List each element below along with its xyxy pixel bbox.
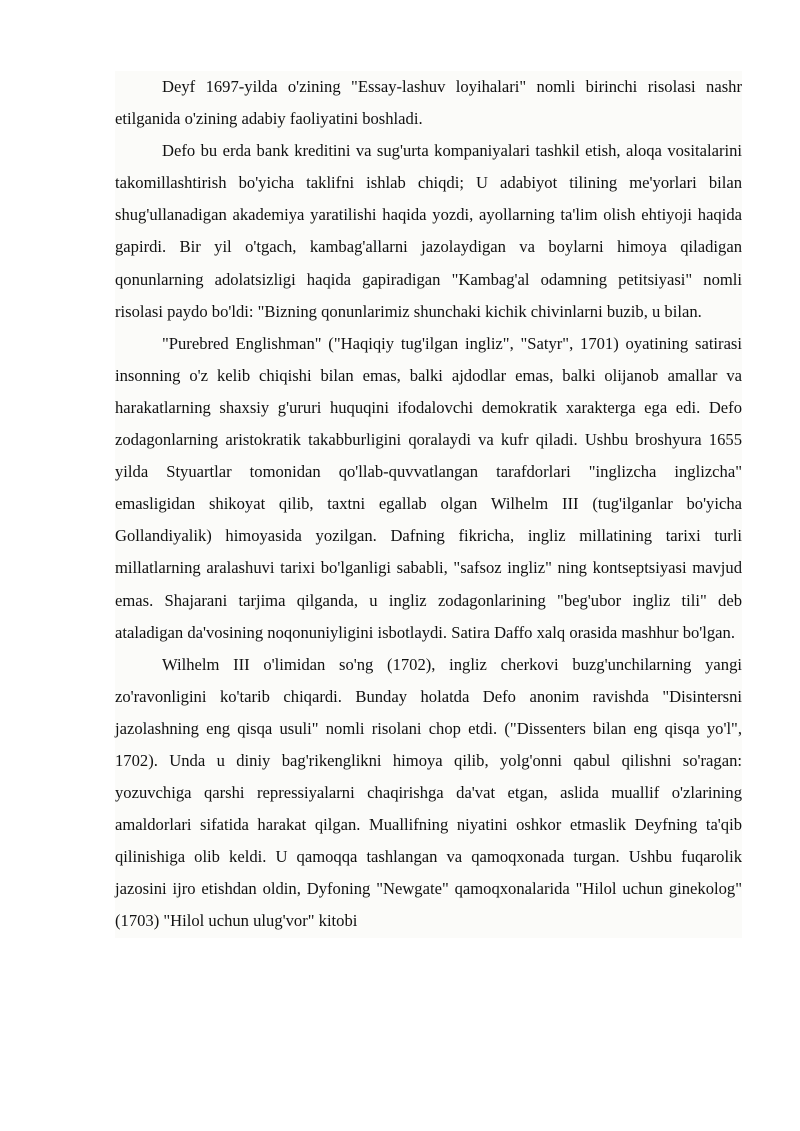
document-body	[115, 71, 742, 938]
paragraph-2: Defo bu erda bank kreditini va sug'urta kompaniyalari tashkil etish, aloqa vositalarini takomillashtirish bo'yicha taklifni ishlab chiqdi; U adabiyot tilining me'yorlari bilan shug'ullanadigan akademiya yaratilishi haqida yozdi, ayollarning ta'lim olish ehtiyoji haqida gapirdi. Bir yil o'tgach, kambag'allarni jazolaydigan va boylarni himoya qiladigan qonunlarning adolatsizligi haqida gapiradigan "Kambag'al odamning petitsiyasi" nomli risolasi paydo bo'ldi: "Bizning qonunlarimiz shunchaki kichik chivinlarni buzib, u bilan.	[115, 141, 742, 321]
paragraph-3: "Purebred Englishman" ("Haqiqiy tug'ilgan ingliz", "Satyr", 1701) oyatining satirasi insonning o'z kelib chiqishi bilan emas, balki ajdodlar emas, balki olijanob amallar va harakatlarning shaxsiy g'ururi huquqini ifodalovchi demokratik xarakterga ega edi. Defo zodagonlarning aristokratik takabburligini qoralaydi va kufr qiladi. Ushbu broshyura 1655 yilda Styuartlar tomonidan qo'llab-quvvatlangan tarafdorlari "inglizcha inglizcha" emasligidan shikoyat qilib, taxtni egallab olgan Wilhelm III (tug'ilganlar bo'yicha Gollandiyalik) himoyasida yozilgan. Dafning fikricha, ingliz millatining tarixi turli millatlarning aralashuvi tarixi bo'lganligi sababli, "safsoz ingliz" ning kontseptsiyasi mavjud emas. Shajarani tarjima qilganda, u ingliz zodagonlarining "beg'ubor ingliz tili" deb ataladigan da'vosining noqonuniyligini isbotlaydi. Satira Daffo xalq orasida mashhur bo'lgan.	[115, 333, 742, 642]
paragraph-4: Wilhelm III o'limidan so'ng (1702), ingliz cherkovi buzg'unchilarning yangi zo'ravonligini ko'tarib chiqardi. Bunday holatda Defo anonim ravishda "Disintersni jazolashning eng qisqa usuli" nomli risolani chop etdi. ("Dissenters bilan eng qisqa yo'l", 1702). Unda u diniy bag'rikenglikni himoya qilib, yolg'onni qabul qilishni so'ragan: yozuvchiga qarshi repressiyalarni chaqirishga da'vat etgan, aslida muallif o'zlarining amaldorlari sifatida harakat qilgan. Muallifning niyatini oshkor etmaslik Deyfning ta'qib qilinishiga olib keldi. U qamoqqa tashlangan va qamoqxonada turgan. Ushbu fuqarolik jazosini ijro etishdan oldin, Dyfoning "Newgate" qamoqxonalarida "Hilol uchun ginekolog" (1703) "Hilol uchun ulug'vor" kitobi	[115, 654, 742, 931]
paragraph-1: Deyf 1697-yilda o'zining "Essay-lashuv loyihalari" nomli birinchi risolasi nashr etilganida o'zining adabiy faoliyatini boshladi.	[115, 77, 742, 129]
